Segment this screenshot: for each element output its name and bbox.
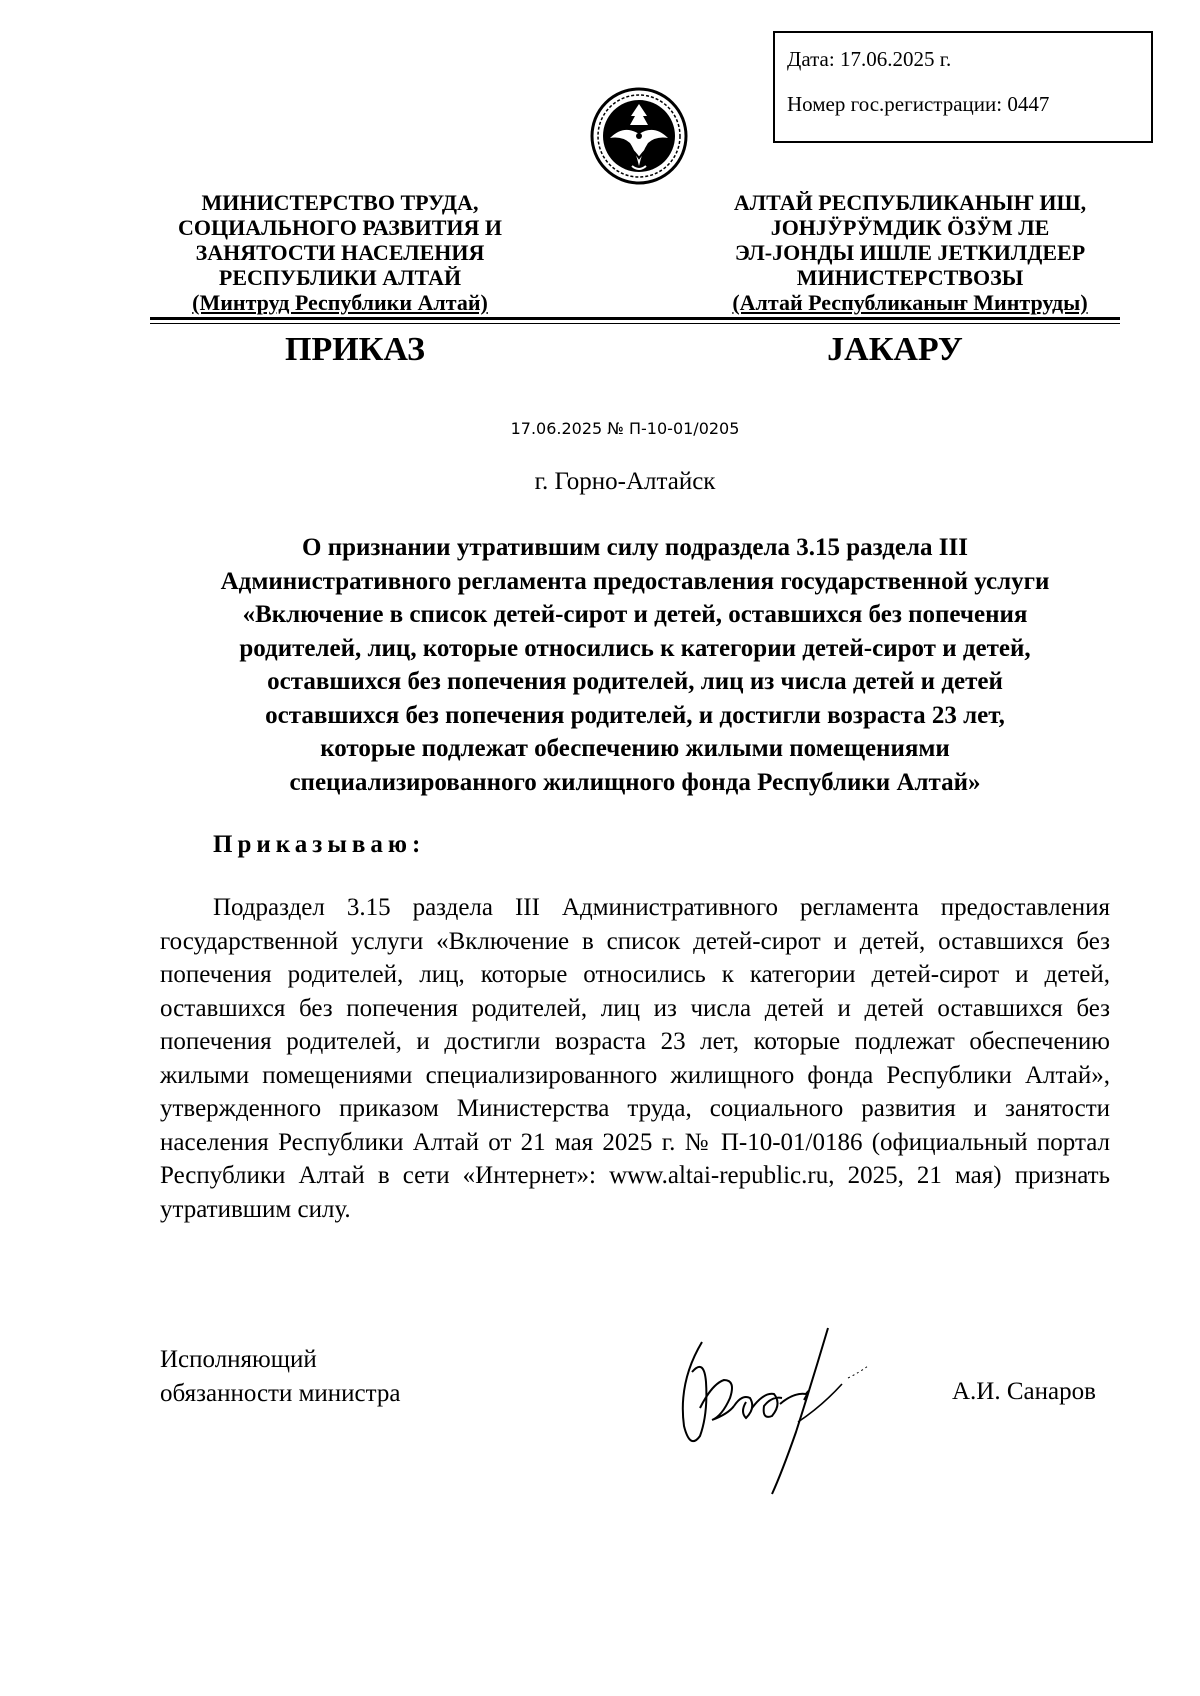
- org-left-line: СОЦИАЛЬНОГО РАЗВИТИЯ И: [178, 215, 502, 240]
- org-right-line: МИНИСТЕРСТВОЗЫ: [796, 265, 1024, 290]
- document-reg-line: 17.06.2025 № П-10-01/0205: [510, 419, 740, 438]
- org-left-line: ЗАНЯТОСТИ НАСЕЛЕНИЯ: [195, 240, 485, 265]
- org-name-right: [705, 190, 1115, 315]
- title-line: Административного регламента предоставления государственной услуги: [220, 567, 1050, 595]
- doc-kind-right: ЈАКАРУ: [827, 331, 963, 368]
- title-line: которые подлежат обеспечению жилыми помещениями: [320, 735, 950, 762]
- signer-role: [160, 1343, 400, 1410]
- registration-number-label: Номер гос.регистрации:: [787, 92, 1003, 116]
- org-name-left: [150, 190, 530, 315]
- registration-date-value: 17.06.2025 г.: [839, 47, 952, 71]
- signer-role-line: обязанности министра: [160, 1379, 401, 1407]
- org-right-short-name: (Алтай Республиканыҥ Минтруды): [732, 290, 1088, 315]
- title-line: родителей, лиц, которые относились к категории детей-сирот и детей,: [239, 634, 1031, 662]
- title-line: специализированного жилищного фонда Республики Алтай»: [289, 768, 981, 796]
- title-line: оставшихся без попечения родителей, лиц из числа детей и детей: [267, 668, 1003, 695]
- org-left-short-name: (Минтруд Республики Алтай): [192, 290, 488, 315]
- title-line: оставшихся без попечения родителей, и достигли возраста 23 лет,: [265, 701, 1005, 729]
- title-line: О признании утратившим силу подраздела 3.15 раздела III: [302, 534, 968, 561]
- registration-date: [787, 49, 1151, 70]
- order-word: Приказываю:: [213, 831, 426, 858]
- title-line: «Включение в список детей-сирот и детей, оставшихся без попечения: [242, 601, 1028, 628]
- document-title: [160, 531, 1110, 799]
- signer-name: А.И. Санаров: [952, 1378, 1096, 1405]
- registration-date-label: Дата:: [787, 47, 835, 71]
- handwritten-signature-icon: [672, 1322, 907, 1497]
- org-right-line: ЈОНЈӰРӰМДИК ӦЗӰМ ЛЕ: [770, 215, 1050, 240]
- org-right-line: АЛТАЙ РЕСПУБЛИКАНЫҤ ИШ,: [733, 190, 1087, 215]
- registration-number: [787, 94, 1151, 115]
- header-divider-thin: [150, 323, 1120, 324]
- header-divider-thick: [150, 317, 1120, 320]
- signer-role-line: Исполняющий: [160, 1346, 317, 1373]
- document-city: г. Горно-Алтайск: [534, 468, 716, 495]
- doc-kind-left: ПРИКАЗ: [285, 331, 425, 368]
- body-paragraph: Подраздел 3.15 раздела III Административного регламента предоставления государственной услуги «Включение в список детей-сирот и детей, оставшихся без попечения родителей, лиц, которые относились к категории детей-сирот и детей, оставшихся без попечения родителей, лиц из числа детей и детей оставшихся без попечения родителей, и достигли возраста 23 лет, которые подлежат обеспечению жилыми помещениями специализированного жилищного фонда Республики Алтай», утвержденного приказом Министерства труда, социального развития и занятости населения Республики Алтай от 21 мая 2025 г. № П-10-01/0186 (официальный портал Республики Алтай в сети «Интернет»: www.altai-republic.ru, 2025, 21 мая) признать утратившим силу.: [160, 894, 1110, 1223]
- registration-box: [773, 31, 1153, 143]
- org-left-line: МИНИСТЕРСТВО ТРУДА,: [201, 190, 479, 215]
- altai-republic-emblem-icon: [590, 86, 688, 186]
- org-left-line: РЕСПУБЛИКИ АЛТАЙ: [218, 265, 462, 290]
- org-right-line: ЭЛ-ЈОНДЫ ИШЛЕ ЈЕТКИЛДЕЕР: [734, 240, 1086, 265]
- registration-number-value: 0447: [1007, 92, 1050, 116]
